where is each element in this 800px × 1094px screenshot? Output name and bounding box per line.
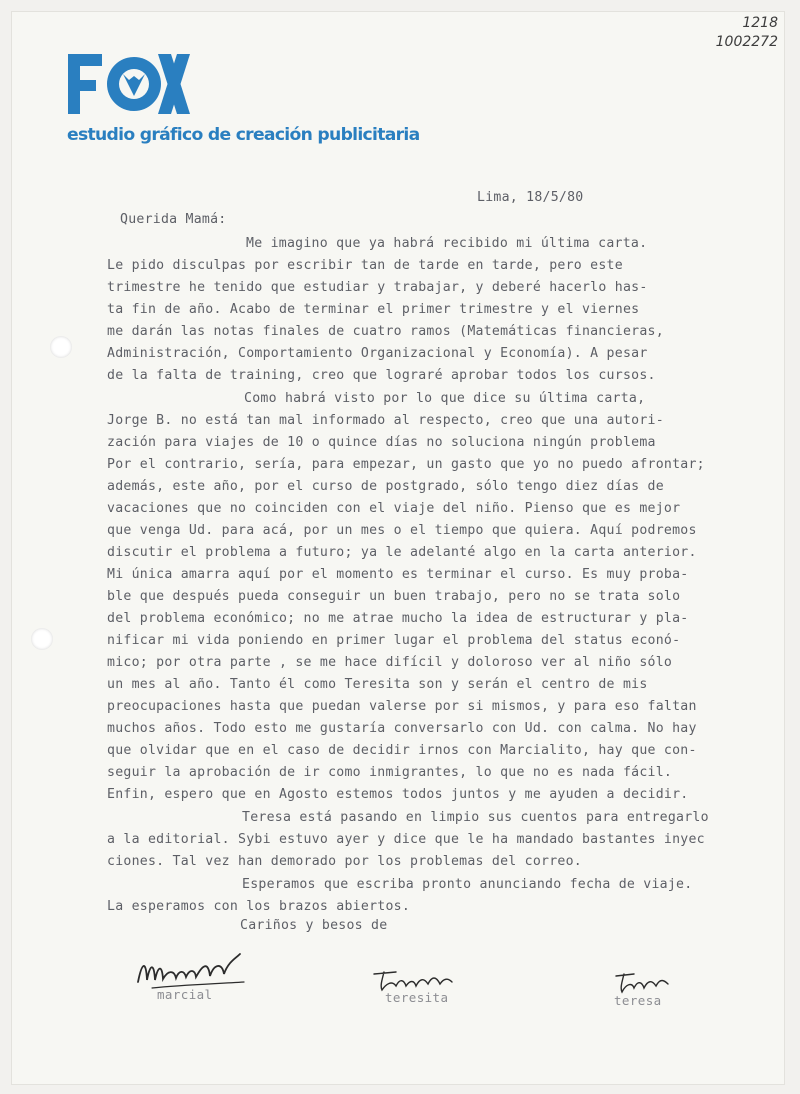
letter-closing: Cariños y besos de xyxy=(240,918,388,933)
letter-line: me darán las notas finales de cuatro ramos (Matemáticas financieras, xyxy=(107,324,664,339)
letter-line: Teresa está pasando en limpio sus cuentos para entregarlo xyxy=(242,810,709,825)
letter-line: Mi única amarra aquí por el momento es terminar el curso. Es muy proba- xyxy=(107,567,689,582)
letter-line: Le pido disculpas por escribir tan de tarde en tarde, pero este xyxy=(107,258,623,273)
letter-line: además, este año, por el curso de postgrado, sólo tengo diez días de xyxy=(107,479,664,494)
letter-line: Enfin, espero que en Agosto estemos todos juntos y me ayuden a decidir. xyxy=(107,787,689,802)
letter-line: Esperamos que escriba pronto anunciando fecha de viaje. xyxy=(242,877,693,892)
letter-line: Como habrá visto por lo que dice su última carta, xyxy=(244,391,646,406)
punch-hole-bottom xyxy=(31,628,53,650)
letter-line: Administración, Comportamiento Organizacional y Economía). A pesar xyxy=(107,346,648,361)
letter-line: nificar mi vida poniendo en primer lugar el problema del status econó- xyxy=(107,633,681,648)
letter-line: muchos años. Todo esto me gustaría conversarlo con Ud. con calma. No hay xyxy=(107,721,697,736)
letter-line: de la falta de training, creo que lograré aprobar todos los cursos. xyxy=(107,368,656,383)
signature-teresa xyxy=(612,968,672,996)
letter-line: seguir la aprobación de ir como inmigrantes, lo que no es nada fácil. xyxy=(107,765,673,780)
letter-line: que olvidar que en el caso de decidir irnos con Marcialito, hay que con- xyxy=(107,743,697,758)
letter-line: ta fin de año. Acabo de terminar el primer trimestre y el viernes xyxy=(107,302,640,317)
signature-marcial xyxy=(132,952,250,992)
letter-line: ble que después pueda conseguir un buen trabajo, pero no se trata solo xyxy=(107,589,681,604)
typed-name-teresita: teresita xyxy=(385,990,449,1005)
punch-hole-top xyxy=(50,336,72,358)
letter-line: mico; por otra parte , se me hace difícil y doloroso ver al niño sólo xyxy=(107,655,673,670)
letter-line: Me imagino que ya habrá recibido mi última carta. xyxy=(246,236,648,251)
typed-name-marcial: marcial xyxy=(157,987,213,1002)
letter-line: discutir el problema a futuro; ya le adelanté algo en la carta anterior. xyxy=(107,545,697,560)
letter-line: trimestre he tenido que estudiar y trabajar, y deberé hacerlo has- xyxy=(107,280,648,295)
letterhead-tagline: estudio gráfico de creación publicitaria xyxy=(67,125,420,145)
letter-line: La esperamos con los brazos abiertos. xyxy=(107,899,411,914)
letter-line: del problema económico; no me atrae mucho la idea de estructurar y pla- xyxy=(107,611,689,626)
archive-code-bottom: 1002272 xyxy=(715,34,778,50)
archive-code xyxy=(716,14,778,52)
letter-line: zación para viajes de 10 o quince días no soluciona ningún problema xyxy=(107,435,656,450)
letter-salutation: Querida Mamá: xyxy=(120,212,227,227)
letter-line: que venga Ud. para acá, por un mes o el tiempo que quiera. Aquí podremos xyxy=(107,523,697,538)
fox-logo xyxy=(68,52,190,118)
archive-code-top: 1218 xyxy=(742,15,778,31)
letter-line: Jorge B. no está tan mal informado al respecto, creo que una autori- xyxy=(107,413,664,428)
letter-line: vacaciones que no coinciden con el viaje del niño. Pienso que es mejor xyxy=(107,501,681,516)
letter-line: preocupaciones hasta que puedan valerse por si mismos, y para eso faltan xyxy=(107,699,697,714)
letter-line: un mes al año. Tanto él como Teresita son y serán el centro de mis xyxy=(107,677,648,692)
letter-line: a la editorial. Sybi estuvo ayer y dice que le ha mandado bastantes inyec xyxy=(107,832,705,847)
letter-date: Lima, 18/5/80 xyxy=(477,190,584,205)
letter-line: Por el contrario, sería, para empezar, un gasto que yo no puedo afrontar; xyxy=(107,457,705,472)
letter-line: ciones. Tal vez han demorado por los problemas del correo. xyxy=(107,854,582,869)
typed-name-teresa: teresa xyxy=(614,993,662,1008)
fox-logo-icon xyxy=(68,52,190,118)
